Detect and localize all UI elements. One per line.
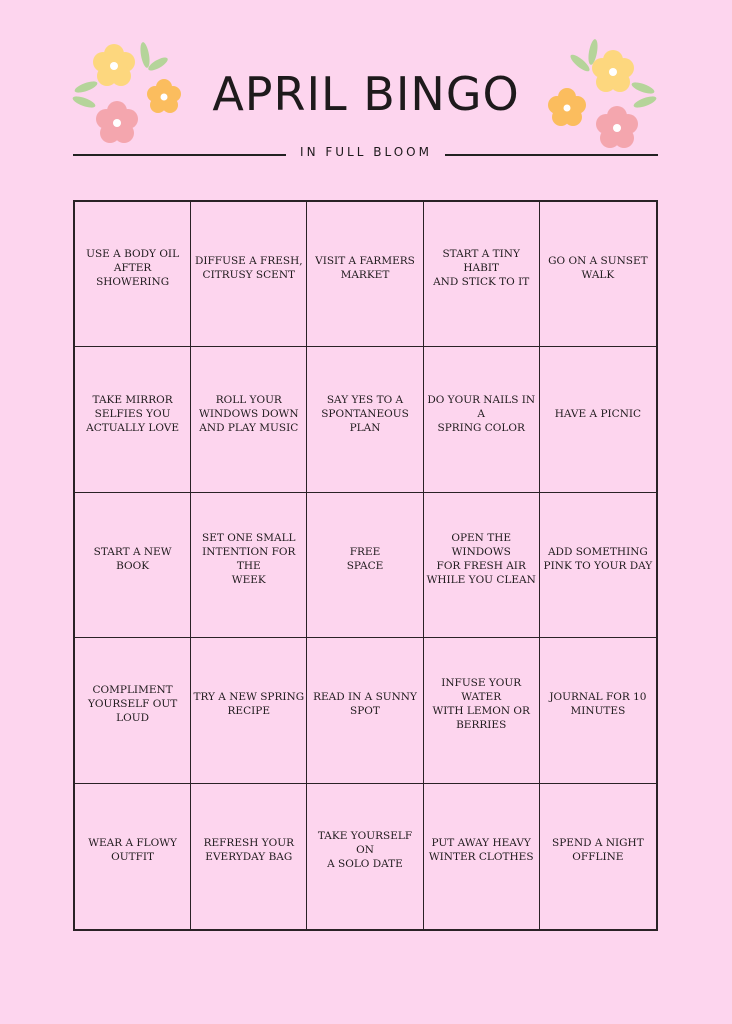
bingo-cell: [75, 347, 191, 492]
bingo-cell: [307, 347, 423, 492]
bingo-cell: [191, 784, 307, 929]
bingo-cell-label: OPEN THE WINDOWS FOR FRESH AIR WHILE YOU CLEAN: [426, 531, 536, 586]
bingo-cell-label: REFRESH YOUR EVERYDAY BAG: [203, 837, 294, 864]
divider-right: [445, 154, 658, 156]
bingo-cell-label: JOURNAL FOR 10 MINUTES: [549, 691, 647, 718]
bingo-cell-label: ROLL YOUR WINDOWS DOWN AND PLAY MUSIC: [199, 393, 299, 434]
bingo-cell: [191, 493, 307, 638]
bingo-cell: [424, 202, 540, 347]
bingo-cell: [540, 202, 656, 347]
bingo-cell: [307, 638, 423, 783]
bingo-cell: [424, 784, 540, 929]
bingo-cell-label: DIFFUSE A FRESH, CITRUSY SCENT: [194, 255, 303, 282]
bingo-cell-label: GO ON A SUNSET WALK: [548, 255, 648, 282]
bingo-cell-label: WEAR A FLOWY OUTFIT: [88, 837, 177, 864]
bingo-cell-label: TAKE YOURSELF ON A SOLO DATE: [317, 830, 413, 871]
bingo-cell: [540, 493, 656, 638]
bingo-cell-label: SET ONE SMALL INTENTION FOR THE WEEK: [202, 531, 296, 586]
bingo-cell: [424, 638, 540, 783]
bingo-cell: [191, 202, 307, 347]
bingo-cell: [191, 638, 307, 783]
bingo-cell-label: INFUSE YOUR WATER WITH LEMON OR BERRIES: [432, 677, 530, 732]
bingo-cell-label: HAVE A PICNIC: [554, 407, 642, 420]
bingo-cell-label: COMPLIMENT YOURSELF OUT LOUD: [87, 684, 178, 725]
page-subtitle: IN FULL BLOOM: [300, 145, 432, 159]
bingo-cell: [307, 784, 423, 929]
bingo-cell: [540, 784, 656, 929]
bingo-cell-label: ADD SOMETHING PINK TO YOUR DAY: [543, 545, 653, 572]
bingo-cell: [75, 784, 191, 929]
bingo-cell-label: START A NEW BOOK: [93, 545, 172, 572]
bingo-cell-label: SPEND A NIGHT OFFLINE: [552, 837, 644, 864]
bingo-cell-label: READ IN A SUNNY SPOT: [313, 691, 417, 718]
bingo-cell: [75, 202, 191, 347]
bingo-cell: [75, 638, 191, 783]
bingo-cell-label: PUT AWAY HEAVY WINTER CLOTHES: [428, 837, 534, 864]
bingo-cell: [191, 347, 307, 492]
bingo-cell: [424, 347, 540, 492]
bingo-board: [73, 200, 658, 931]
bingo-cell-label: USE A BODY OIL AFTER SHOWERING: [86, 248, 180, 289]
bingo-cell: [540, 638, 656, 783]
bingo-cell: [540, 347, 656, 492]
bingo-cell-label: START A TINY HABIT AND STICK TO IT: [433, 248, 530, 289]
bingo-cell-label: SAY YES TO A SPONTANEOUS PLAN: [321, 393, 409, 434]
bingo-cell-label: TAKE MIRROR SELFIES YOU ACTUALLY LOVE: [86, 393, 180, 434]
bingo-cell-label: VISIT A FARMERS MARKET: [315, 255, 415, 282]
bingo-cell: [307, 202, 423, 347]
free-space-cell: [307, 493, 423, 638]
bingo-cell-label: TRY A NEW SPRING RECIPE: [193, 691, 305, 718]
bingo-cell-label: DO YOUR NAILS IN A SPRING COLOR: [427, 393, 536, 434]
bingo-cell: [424, 493, 540, 638]
bingo-cell-label: FREE SPACE: [346, 545, 384, 572]
bingo-cell: [75, 493, 191, 638]
page-title: APRIL BINGO: [212, 67, 520, 121]
